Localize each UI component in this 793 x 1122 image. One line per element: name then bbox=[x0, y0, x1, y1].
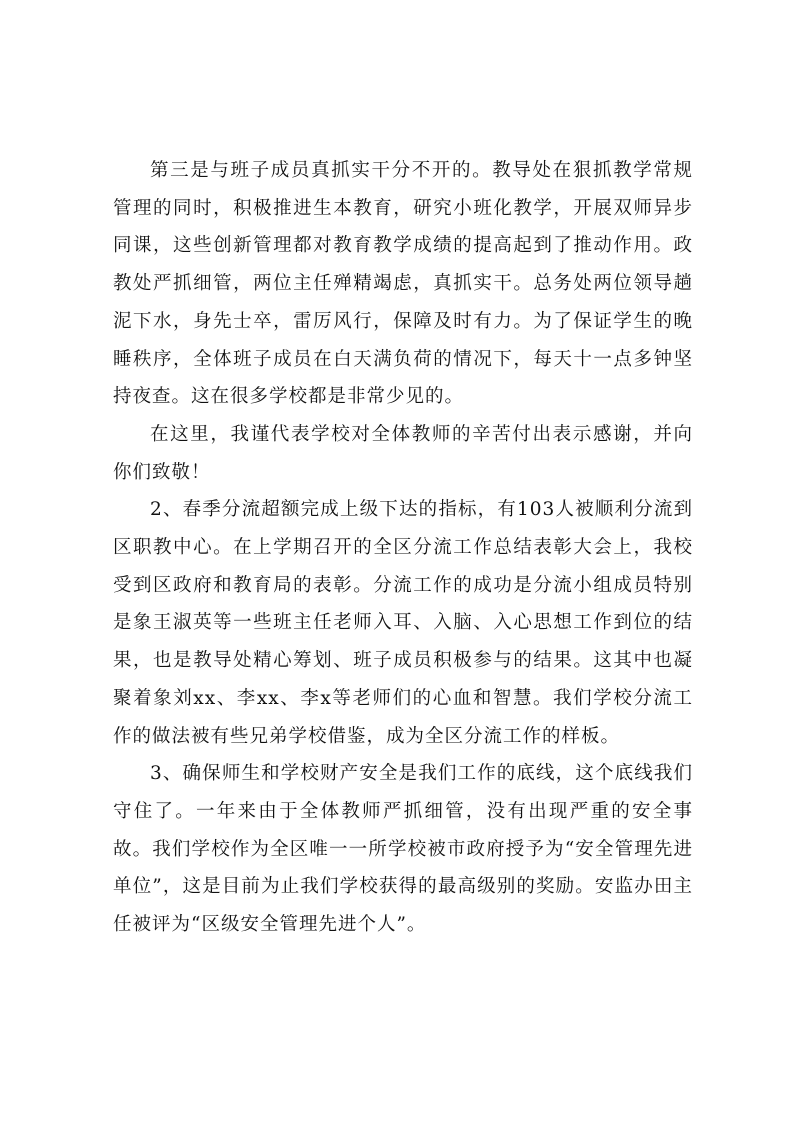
paragraph-thanks: 在这里，我谨代表学校对全体教师的辛苦付出表示感谢，并向你们致敬！ bbox=[113, 423, 693, 483]
document-body bbox=[113, 152, 693, 944]
paragraph-safety: 3、确保师生和学校财产安全是我们工作的底线，这个底线我们守住了。一年来由于全体教师严抓细管，没有出现严重的安全事故。我们学校作为全区唯一一所学校被市政府授予为“安全管理先进单位”，这是目前为止我们学校获得的最高级别的奖励。安监办田主任被评为“区级安全管理先进个人”。 bbox=[113, 763, 693, 936]
paragraph-team-effort: 第三是与班子成员真抓实干分不开的。教导处在狠抓教学常规管理的同时，积极推进生本教育，研究小班化教学，开展双师异步同课，这些创新管理都对教育教学成绩的提高起到了推动作用。政教处严抓细管，两位主任殚精竭虑，真抓实干。总务处两位领导趟泥下水，身先士卒，雷厉风行，保障及时有力。为了保证学生的晚睡秩序，全体班子成员在白天满负荷的情况下，每天十一点多钟坚持夜查。这在很多学校都是非常少见的。 bbox=[113, 160, 693, 408]
paragraph-spring-diversion: 2、春季分流超额完成上级下达的指标，有103人被顺利分流到区职教中心。在上学期召开的全区分流工作总结表彰大会上，我校受到区政府和教育局的表彰。分流工作的成功是分流小组成员特别是象王淑英等一些班主任老师入耳、入脑、入心思想工作到位的结果，也是教导处精心筹划、班子成员积极参与的结果。这其中也凝聚着象刘xx、李xx、李x等老师们的心血和智慧。我们学校分流工作的做法被有些兄弟学校借鉴，成为全区分流工作的样板。 bbox=[113, 499, 693, 747]
